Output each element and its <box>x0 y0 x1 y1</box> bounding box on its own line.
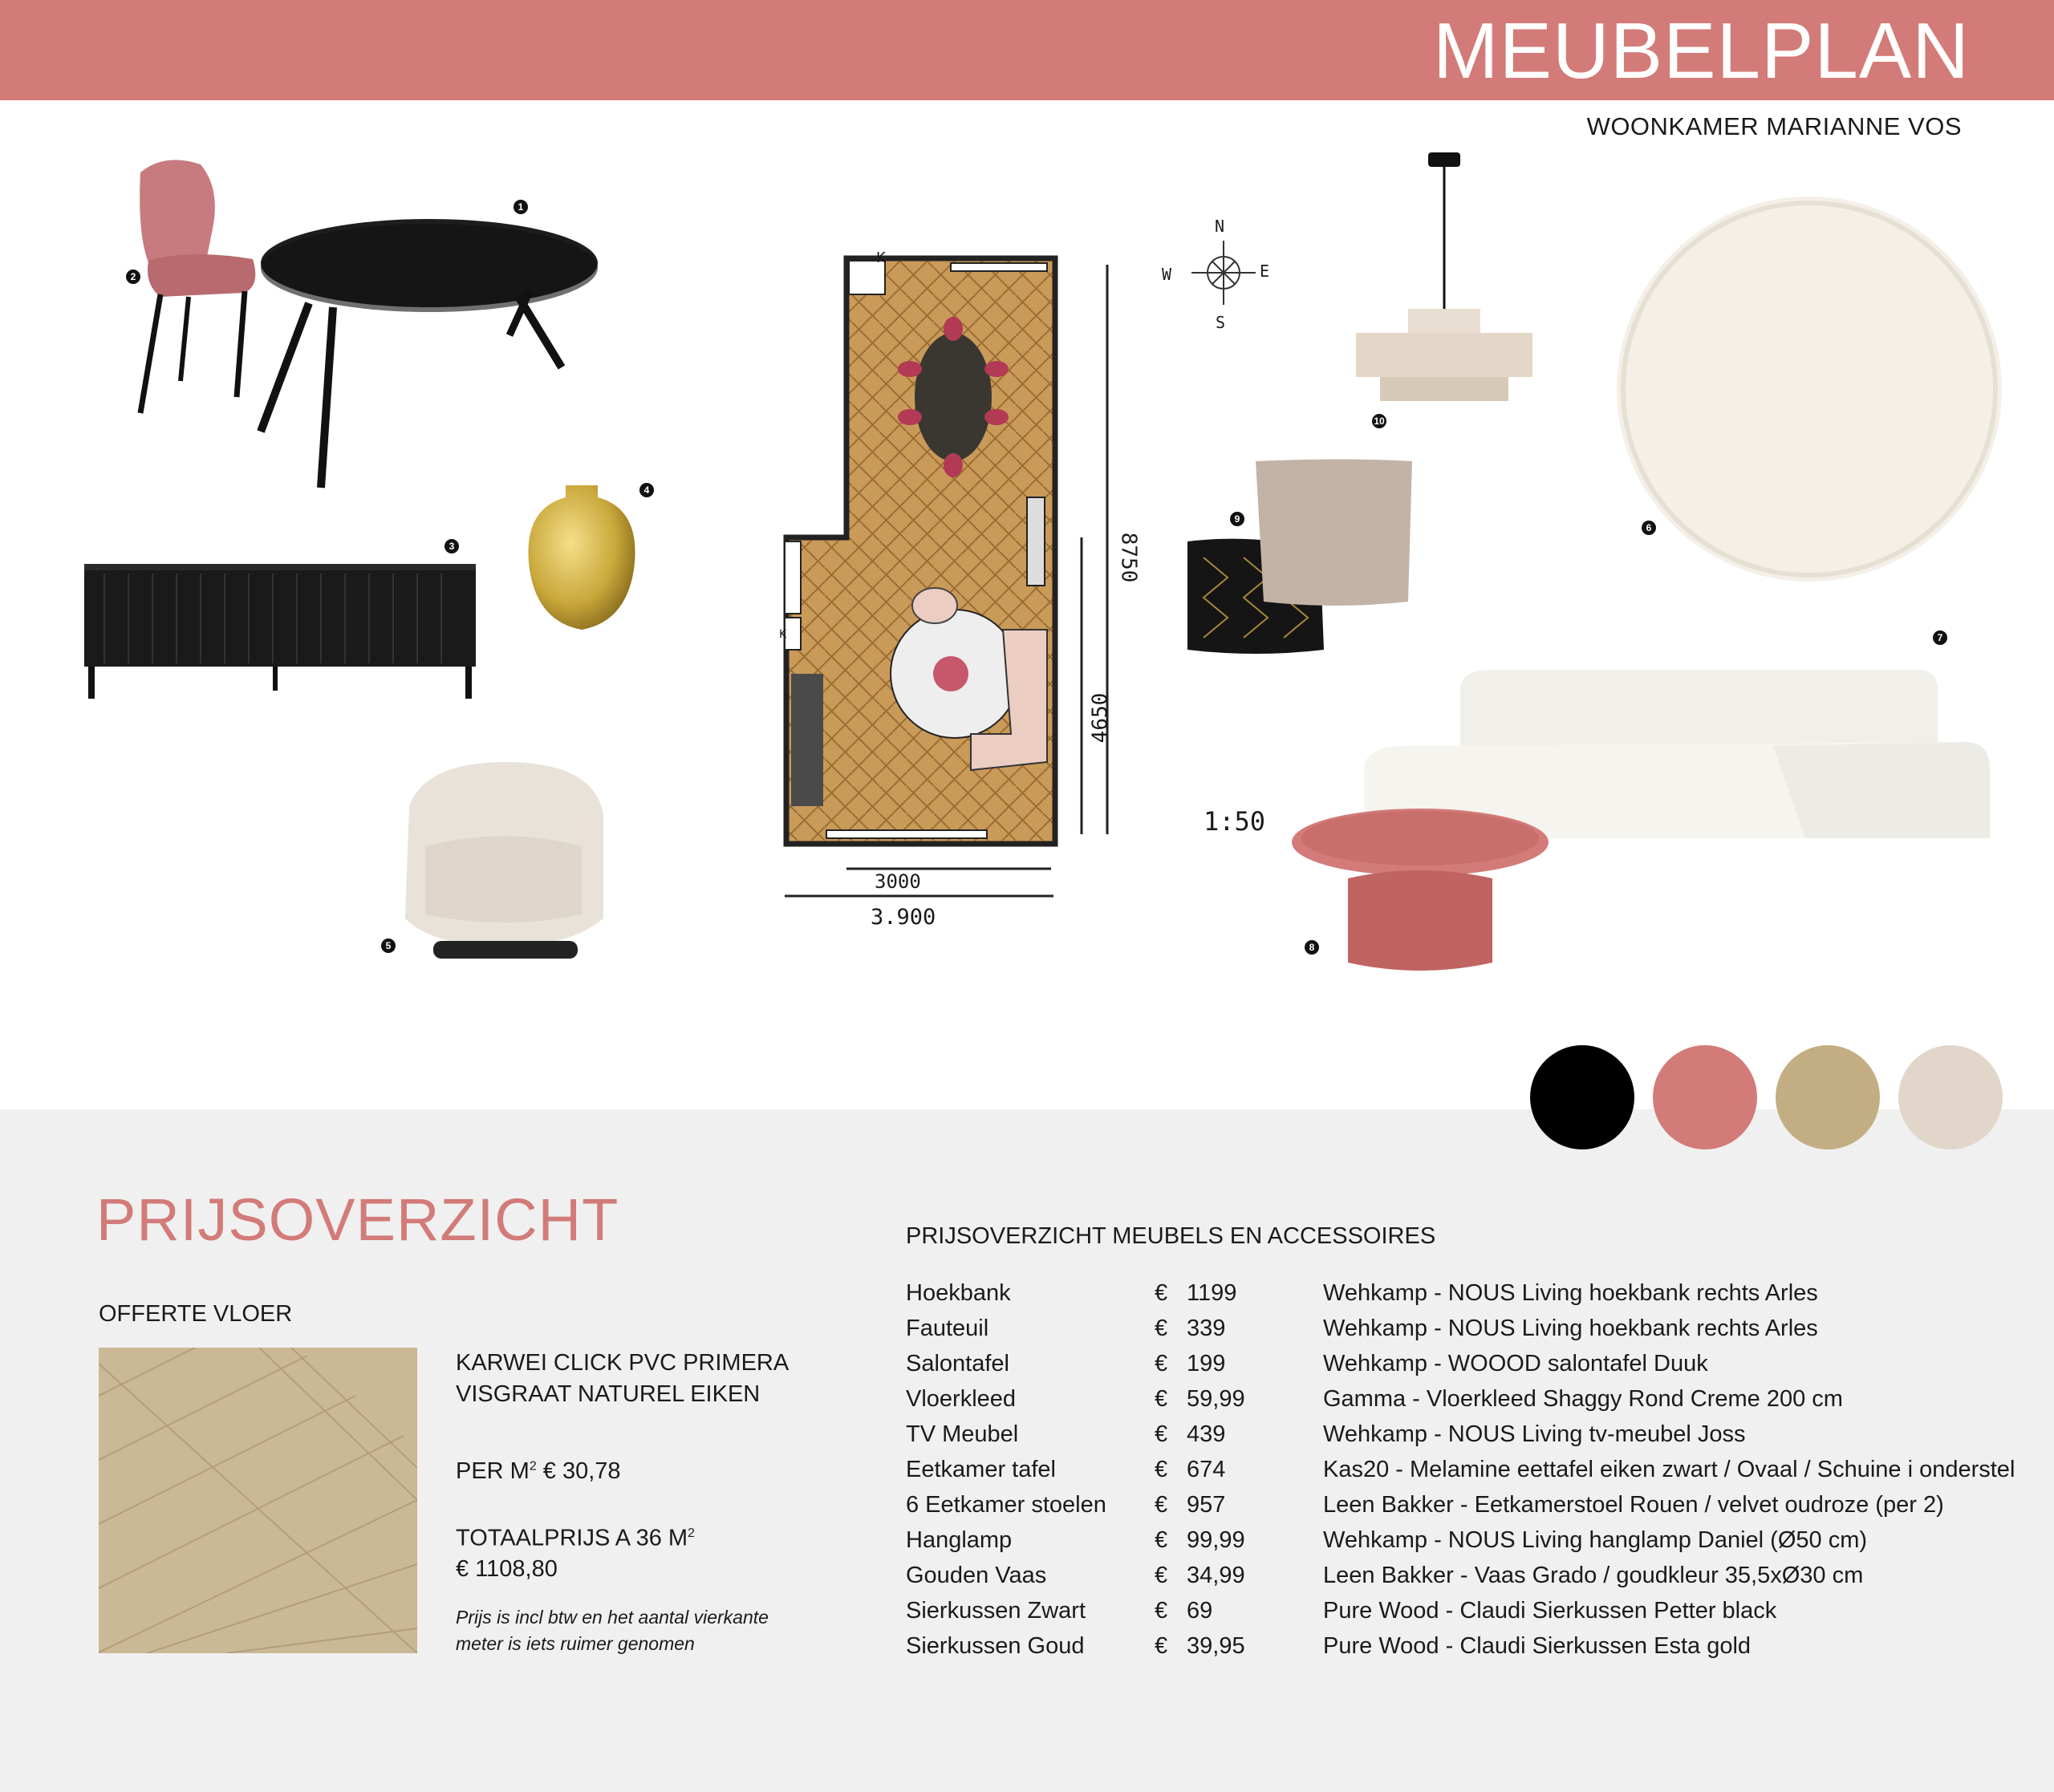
table-row <box>906 1275 2015 1311</box>
table-row <box>906 1487 2015 1522</box>
compass-s: S <box>1216 313 1226 332</box>
item-name: Gouden Vaas <box>906 1562 1047 1588</box>
item-name: Salontafel <box>906 1350 1009 1376</box>
table-row <box>906 1417 2015 1452</box>
salontafel-image <box>1288 806 1553 983</box>
floorplan-drawing <box>770 241 1139 947</box>
sierkussens-image <box>1183 457 1424 658</box>
item-name: Eetkamer tafel <box>906 1456 1056 1482</box>
item-price: 674 <box>1187 1456 1226 1482</box>
item-price: 39,95 <box>1187 1632 1245 1659</box>
item-price: 99,99 <box>1187 1526 1245 1553</box>
item-name: 6 Eetkamer stoelen <box>906 1491 1106 1518</box>
item-description: Gamma - Vloerkleed Shaggy Rond Creme 200 cm <box>1323 1385 1843 1412</box>
price-table <box>906 1275 2015 1664</box>
item-currency: € <box>1155 1526 1168 1553</box>
compass-w: W <box>1162 265 1172 284</box>
prijsoverzicht-heading: PRIJSOVERZICHT <box>96 1186 619 1253</box>
gold-vase-image <box>522 481 642 634</box>
item-name: Fauteuil <box>906 1315 989 1341</box>
item-description: Wehkamp - NOUS Living tv-meubel Joss <box>1323 1421 1746 1447</box>
item-description: Leen Bakker - Eetkamerstoel Rouen / velvet oudroze (per 2) <box>1323 1491 1944 1518</box>
item-currency: € <box>1155 1597 1168 1624</box>
table-row <box>906 1381 2015 1417</box>
table-row <box>906 1593 2015 1628</box>
floor-product-name: KARWEI CLICK PVC PRIMERA VISGRAAT NATUREL EIKEN <box>456 1350 788 1407</box>
swatch-black <box>1530 1045 1634 1149</box>
item-description: Wehkamp - NOUS Living hanglamp Daniel (Ø50 cm) <box>1323 1526 1868 1553</box>
hanglamp-image <box>1348 152 1540 425</box>
item-description: Leen Bakker - Vaas Grado / goudkleur 35,5xØ30 cm <box>1323 1562 1864 1588</box>
marker-9: 9 <box>1230 512 1244 526</box>
item-price: 59,99 <box>1187 1385 1245 1412</box>
item-description: Wehkamp - NOUS Living hoekbank rechts Arles <box>1323 1279 1818 1306</box>
compass-n: N <box>1215 217 1225 236</box>
item-name: Sierkussen Goud <box>906 1632 1085 1659</box>
table-row <box>906 1311 2015 1346</box>
item-description: Wehkamp - NOUS Living hoekbank rechts Arles <box>1323 1315 1818 1341</box>
item-currency: € <box>1155 1385 1168 1412</box>
dim-length-total: 8750 <box>1116 532 1141 583</box>
marker-4: 4 <box>639 483 654 497</box>
item-description: Kas20 - Melamine eettafel eiken zwart / Ovaal / Schuine i onderstel <box>1323 1456 2015 1482</box>
item-price: 439 <box>1187 1421 1226 1447</box>
item-price: 339 <box>1187 1315 1226 1341</box>
item-name: Hanglamp <box>906 1526 1013 1553</box>
item-description: Pure Wood - Claudi Sierkussen Esta gold <box>1323 1632 1752 1659</box>
item-price: 34,99 <box>1187 1562 1245 1588</box>
floor-note: Prijs is incl btw en het aantal vierkante meter is iets ruimer genomen <box>456 1607 769 1654</box>
item-currency: € <box>1155 1632 1168 1659</box>
vloerkleed-image <box>1613 193 2006 586</box>
marker-2: 2 <box>126 270 140 284</box>
table-row <box>906 1628 2015 1664</box>
marker-6: 6 <box>1642 521 1656 535</box>
price-table-title: PRIJSOVERZICHT MEUBELS EN ACCESSOIRES <box>906 1223 1436 1249</box>
offerte-vloer-label: OFFERTE VLOER <box>99 1301 293 1327</box>
table-row <box>906 1558 2015 1593</box>
item-currency: € <box>1155 1421 1168 1447</box>
dim-length-part: 4650 <box>1088 692 1113 744</box>
fauteuil-image <box>393 758 618 967</box>
table-row <box>906 1346 2015 1381</box>
item-description: Wehkamp - WOOOD salontafel Duuk <box>1323 1350 1708 1376</box>
item-name: TV Meubel <box>906 1421 1019 1447</box>
item-name: Hoekbank <box>906 1279 1011 1306</box>
item-currency: € <box>1155 1456 1168 1482</box>
item-currency: € <box>1155 1562 1168 1588</box>
item-price: 199 <box>1187 1350 1226 1376</box>
marker-7: 7 <box>1933 630 1947 645</box>
item-price: 957 <box>1187 1491 1226 1518</box>
page-subtitle: WOONKAMER MARIANNE VOS <box>1586 112 1962 140</box>
item-name: Sierkussen Zwart <box>906 1597 1086 1624</box>
item-description: Pure Wood - Claudi Sierkussen Petter black <box>1323 1597 1777 1624</box>
marker-3: 3 <box>444 539 459 553</box>
item-price: 1199 <box>1187 1279 1237 1306</box>
swatch-pink <box>1653 1045 1757 1149</box>
dim-width-outer: 3.900 <box>871 905 936 930</box>
floor-sample-image <box>99 1348 417 1653</box>
swatch-cream <box>1898 1045 2003 1149</box>
closet-label: K <box>779 628 787 641</box>
item-name: Vloerkleed <box>906 1385 1017 1412</box>
dining-table-image <box>245 215 606 496</box>
tv-meubel-image <box>80 557 481 706</box>
table-row <box>906 1452 2015 1487</box>
item-currency: € <box>1155 1279 1168 1306</box>
floor-price-per-m2: PER $M^2$ € 30,78 <box>456 1458 621 1484</box>
marker-8: 8 <box>1305 940 1319 955</box>
table-row <box>906 1522 2015 1558</box>
marker-5: 5 <box>381 939 396 953</box>
floor-total-price: TOTAALPRIJS A 36 $M^2$ € 1108,80 <box>456 1525 695 1582</box>
compass-e: E <box>1260 262 1270 281</box>
marker-1: 1 <box>514 200 528 214</box>
item-currency: € <box>1155 1491 1168 1518</box>
marker-10: 10 <box>1372 414 1386 428</box>
item-currency: € <box>1155 1315 1168 1341</box>
item-currency: € <box>1155 1350 1168 1376</box>
page-title: MEUBELPLAN <box>1432 6 1970 95</box>
scale-label: 1:50 <box>1204 806 1266 837</box>
item-price: 69 <box>1187 1597 1213 1624</box>
swatch-tan <box>1776 1045 1880 1149</box>
dim-width-inner: 3000 <box>875 870 921 893</box>
kitchen-label: K <box>876 249 886 266</box>
